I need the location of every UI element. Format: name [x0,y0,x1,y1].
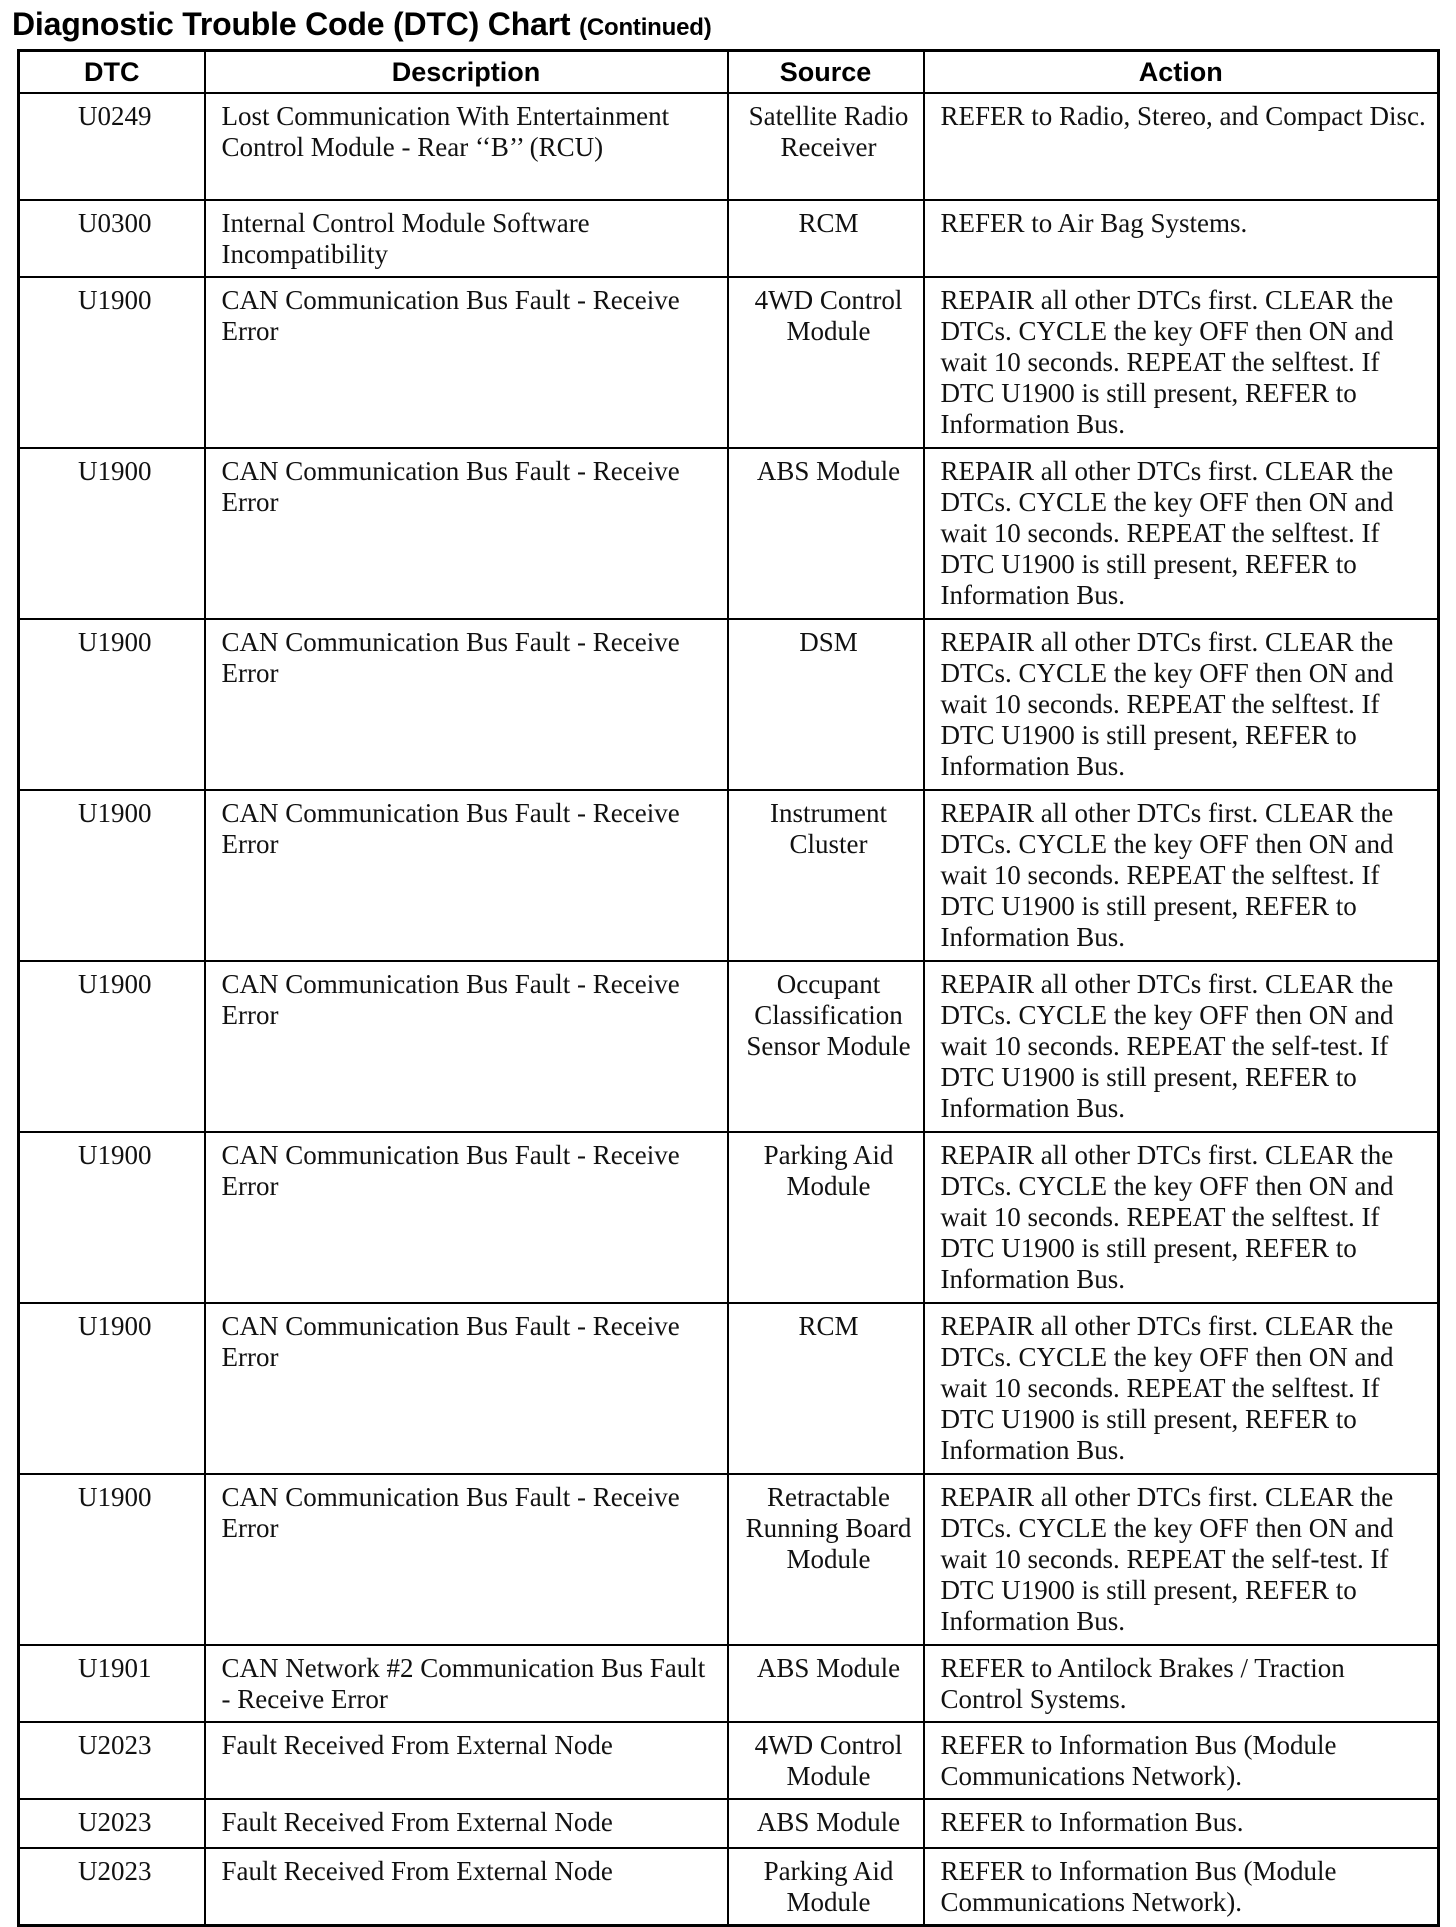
table-row [19,277,1439,448]
cell-description: CAN Communication Bus Fault - Receive Error [205,277,728,448]
cell-source: Retractable Running Board Module [728,1474,924,1645]
column-header-action: Action [924,51,1439,94]
cell-action: REPAIR all other DTCs first. CLEAR the DTCs. CYCLE the key OFF then ON and wait 10 seconds. REPEAT the selftest. If DTC U1900 is still present, REFER to Information Bus. [924,1132,1439,1303]
table-row [19,200,1439,277]
table-header-row [19,51,1439,94]
table-row [19,448,1439,619]
cell-dtc: U1900 [19,1474,205,1645]
table-row [19,1799,1439,1848]
table-row [19,1848,1439,1926]
table-row [19,619,1439,790]
table-row [19,1645,1439,1722]
cell-dtc: U1900 [19,1303,205,1474]
cell-dtc: U1901 [19,1645,205,1722]
cell-action: REFER to Radio, Stereo, and Compact Disc. [924,93,1439,200]
cell-source: 4WD Control Module [728,277,924,448]
cell-source: Instrument Cluster [728,790,924,961]
cell-description: CAN Communication Bus Fault - Receive Error [205,1303,728,1474]
column-header-dtc: DTC [19,51,205,94]
cell-source: Parking Aid Module [728,1848,924,1926]
cell-dtc: U1900 [19,619,205,790]
cell-dtc: U0300 [19,200,205,277]
cell-dtc: U2023 [19,1848,205,1926]
column-header-description: Description [205,51,728,94]
column-header-source: Source [728,51,924,94]
cell-dtc: U1900 [19,961,205,1132]
cell-source: Satellite Radio Receiver [728,93,924,200]
cell-action: REFER to Antilock Brakes / Traction Control Systems. [924,1645,1439,1722]
cell-dtc: U1900 [19,448,205,619]
cell-action: REPAIR all other DTCs first. CLEAR the DTCs. CYCLE the key OFF then ON and wait 10 seconds. REPEAT the self-test. If DTC U1900 is still present, REFER to Information Bus. [924,1474,1439,1645]
cell-description: CAN Network #2 Communication Bus Fault - Receive Error [205,1645,728,1722]
cell-dtc: U1900 [19,1132,205,1303]
cell-description: CAN Communication Bus Fault - Receive Error [205,790,728,961]
cell-dtc: U2023 [19,1799,205,1848]
cell-source: Occupant Classification Sensor Module [728,961,924,1132]
cell-action: REPAIR all other DTCs first. CLEAR the DTCs. CYCLE the key OFF then ON and wait 10 seconds. REPEAT the selftest. If DTC U1900 is still present, REFER to Information Bus. [924,1303,1439,1474]
title-main: Diagnostic Trouble Code (DTC) Chart [12,6,571,42]
page-title [12,6,712,43]
cell-source: RCM [728,200,924,277]
cell-description: CAN Communication Bus Fault - Receive Error [205,1132,728,1303]
cell-dtc: U0249 [19,93,205,200]
cell-action: REPAIR all other DTCs first. CLEAR the DTCs. CYCLE the key OFF then ON and wait 10 seconds. REPEAT the selftest. If DTC U1900 is still present, REFER to Information Bus. [924,448,1439,619]
cell-action: REFER to Air Bag Systems. [924,200,1439,277]
cell-action: REFER to Information Bus (Module Communications Network). [924,1848,1439,1926]
cell-source: DSM [728,619,924,790]
cell-action: REPAIR all other DTCs first. CLEAR the DTCs. CYCLE the key OFF then ON and wait 10 seconds. REPEAT the selftest. If DTC U1900 is still present, REFER to Information Bus. [924,619,1439,790]
cell-source: 4WD Control Module [728,1722,924,1799]
cell-action: REPAIR all other DTCs first. CLEAR the DTCs. CYCLE the key OFF then ON and wait 10 seconds. REPEAT the self-test. If DTC U1900 is still present, REFER to Information Bus. [924,961,1439,1132]
table-row [19,1722,1439,1799]
cell-source: Parking Aid Module [728,1132,924,1303]
table-row [19,790,1439,961]
cell-description: CAN Communication Bus Fault - Receive Error [205,1474,728,1645]
cell-description: Lost Communication With Entertainment Control Module - Rear ‘‘B’’ (RCU) [205,93,728,200]
table-row [19,1474,1439,1645]
cell-action: REFER to Information Bus (Module Communications Network). [924,1722,1439,1799]
cell-source: ABS Module [728,448,924,619]
title-suffix: (Continued) [579,14,712,41]
cell-action: REPAIR all other DTCs first. CLEAR the DTCs. CYCLE the key OFF then ON and wait 10 seconds. REPEAT the selftest. If DTC U1900 is still present, REFER to Information Bus. [924,277,1439,448]
cell-description: CAN Communication Bus Fault - Receive Error [205,961,728,1132]
cell-dtc: U2023 [19,1722,205,1799]
table-row [19,93,1439,200]
dtc-table [17,49,1440,1927]
cell-action: REPAIR all other DTCs first. CLEAR the DTCs. CYCLE the key OFF then ON and wait 10 seconds. REPEAT the selftest. If DTC U1900 is still present, REFER to Information Bus. [924,790,1439,961]
cell-source: RCM [728,1303,924,1474]
table-row [19,1132,1439,1303]
table-row [19,1303,1439,1474]
cell-description: Fault Received From External Node [205,1799,728,1848]
table-row [19,961,1439,1132]
cell-action: REFER to Information Bus. [924,1799,1439,1848]
cell-source: ABS Module [728,1799,924,1848]
cell-source: ABS Module [728,1645,924,1722]
cell-description: CAN Communication Bus Fault - Receive Error [205,619,728,790]
cell-description: CAN Communication Bus Fault - Receive Error [205,448,728,619]
cell-dtc: U1900 [19,277,205,448]
cell-description: Fault Received From External Node [205,1848,728,1926]
cell-dtc: U1900 [19,790,205,961]
cell-description: Fault Received From External Node [205,1722,728,1799]
cell-description: Internal Control Module Software Incompatibility [205,200,728,277]
